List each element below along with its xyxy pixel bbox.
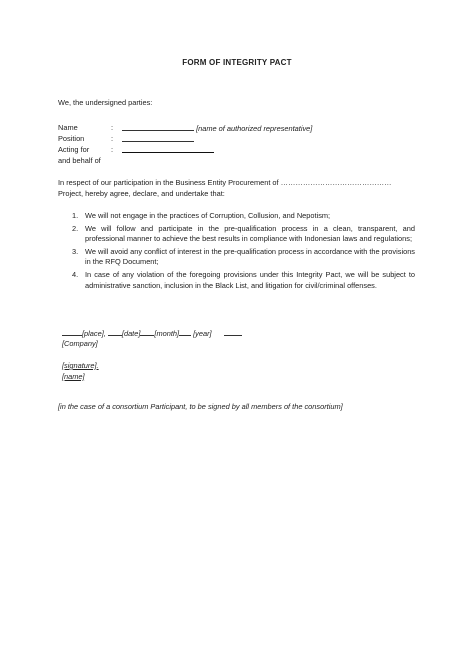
- field-colon: :: [111, 145, 114, 154]
- respect-paragraph: [58, 178, 415, 199]
- name-placeholder: [name of authorized representative]: [196, 124, 313, 133]
- signature-text: [signature]: [62, 361, 97, 370]
- list-item: [72, 247, 415, 268]
- list-item: [72, 224, 415, 245]
- field-value: [122, 144, 214, 156]
- intro-text: We, the undersigned parties:: [58, 98, 153, 107]
- field-label: and behalf of: [58, 156, 101, 165]
- blank-line: [122, 133, 194, 142]
- signature-placeholder: [signature].: [62, 361, 99, 370]
- undertakings-list: [72, 211, 415, 291]
- item-text: We will follow and participate in the pre-qualification process in a clean, transparent, and professional manner to achieve the best results in compliance with Indonesian laws and regulations;: [85, 223, 415, 244]
- consortium-note: [in the case of a consortium Participant, to be signed by all members of the consortium]: [58, 402, 343, 411]
- blank-line: [179, 327, 191, 336]
- item-number: 4.: [72, 269, 79, 279]
- list-item: [72, 270, 415, 291]
- item-text: In case of any violation of the foregoing provisions under this Integrity Pact, we will be subject to administrative sanction, inclusion in the Black List, and litigation for civil/criminal offenses.: [85, 269, 415, 290]
- item-number: 2.: [72, 223, 79, 233]
- item-text: We will avoid any conflict of interest in the pre-qualification process in accordance with the provisions in the RFQ Document;: [85, 246, 415, 267]
- blank-line: [140, 327, 154, 336]
- field-label: Name: [58, 123, 78, 132]
- name-text: [name]: [62, 372, 85, 381]
- month-placeholder: [month]: [154, 329, 180, 338]
- blank-line: [62, 327, 82, 336]
- blank-line: [224, 327, 242, 336]
- list-item: [72, 211, 357, 222]
- year-placeholder: [year]: [193, 329, 212, 338]
- field-label: Position: [58, 134, 85, 143]
- blank-line: [108, 327, 122, 336]
- date-placeholder: [date]: [121, 329, 141, 338]
- item-text: We will not engage in the practices of Corruption, Collusion, and Nepotism;: [85, 211, 331, 220]
- field-label: Acting for: [58, 145, 90, 154]
- name-placeholder-block: [62, 371, 85, 382]
- field-colon: :: [111, 123, 114, 132]
- blank-line: [122, 144, 214, 153]
- place-placeholder: [place],: [82, 329, 106, 338]
- item-number: 3.: [72, 246, 79, 256]
- blank-line: [122, 122, 194, 131]
- document-title: FORM OF INTEGRITY PACT: [182, 58, 292, 67]
- company-placeholder: [Company]: [62, 339, 98, 348]
- item-number: 1.: [72, 211, 79, 220]
- field-colon: :: [111, 134, 114, 143]
- respect-line-2: Project, hereby agree, declare, and undertake that:: [58, 188, 225, 198]
- respect-line-1: In respect of our participation in the Business Entity Procurement of ………………………………………: [58, 178, 392, 187]
